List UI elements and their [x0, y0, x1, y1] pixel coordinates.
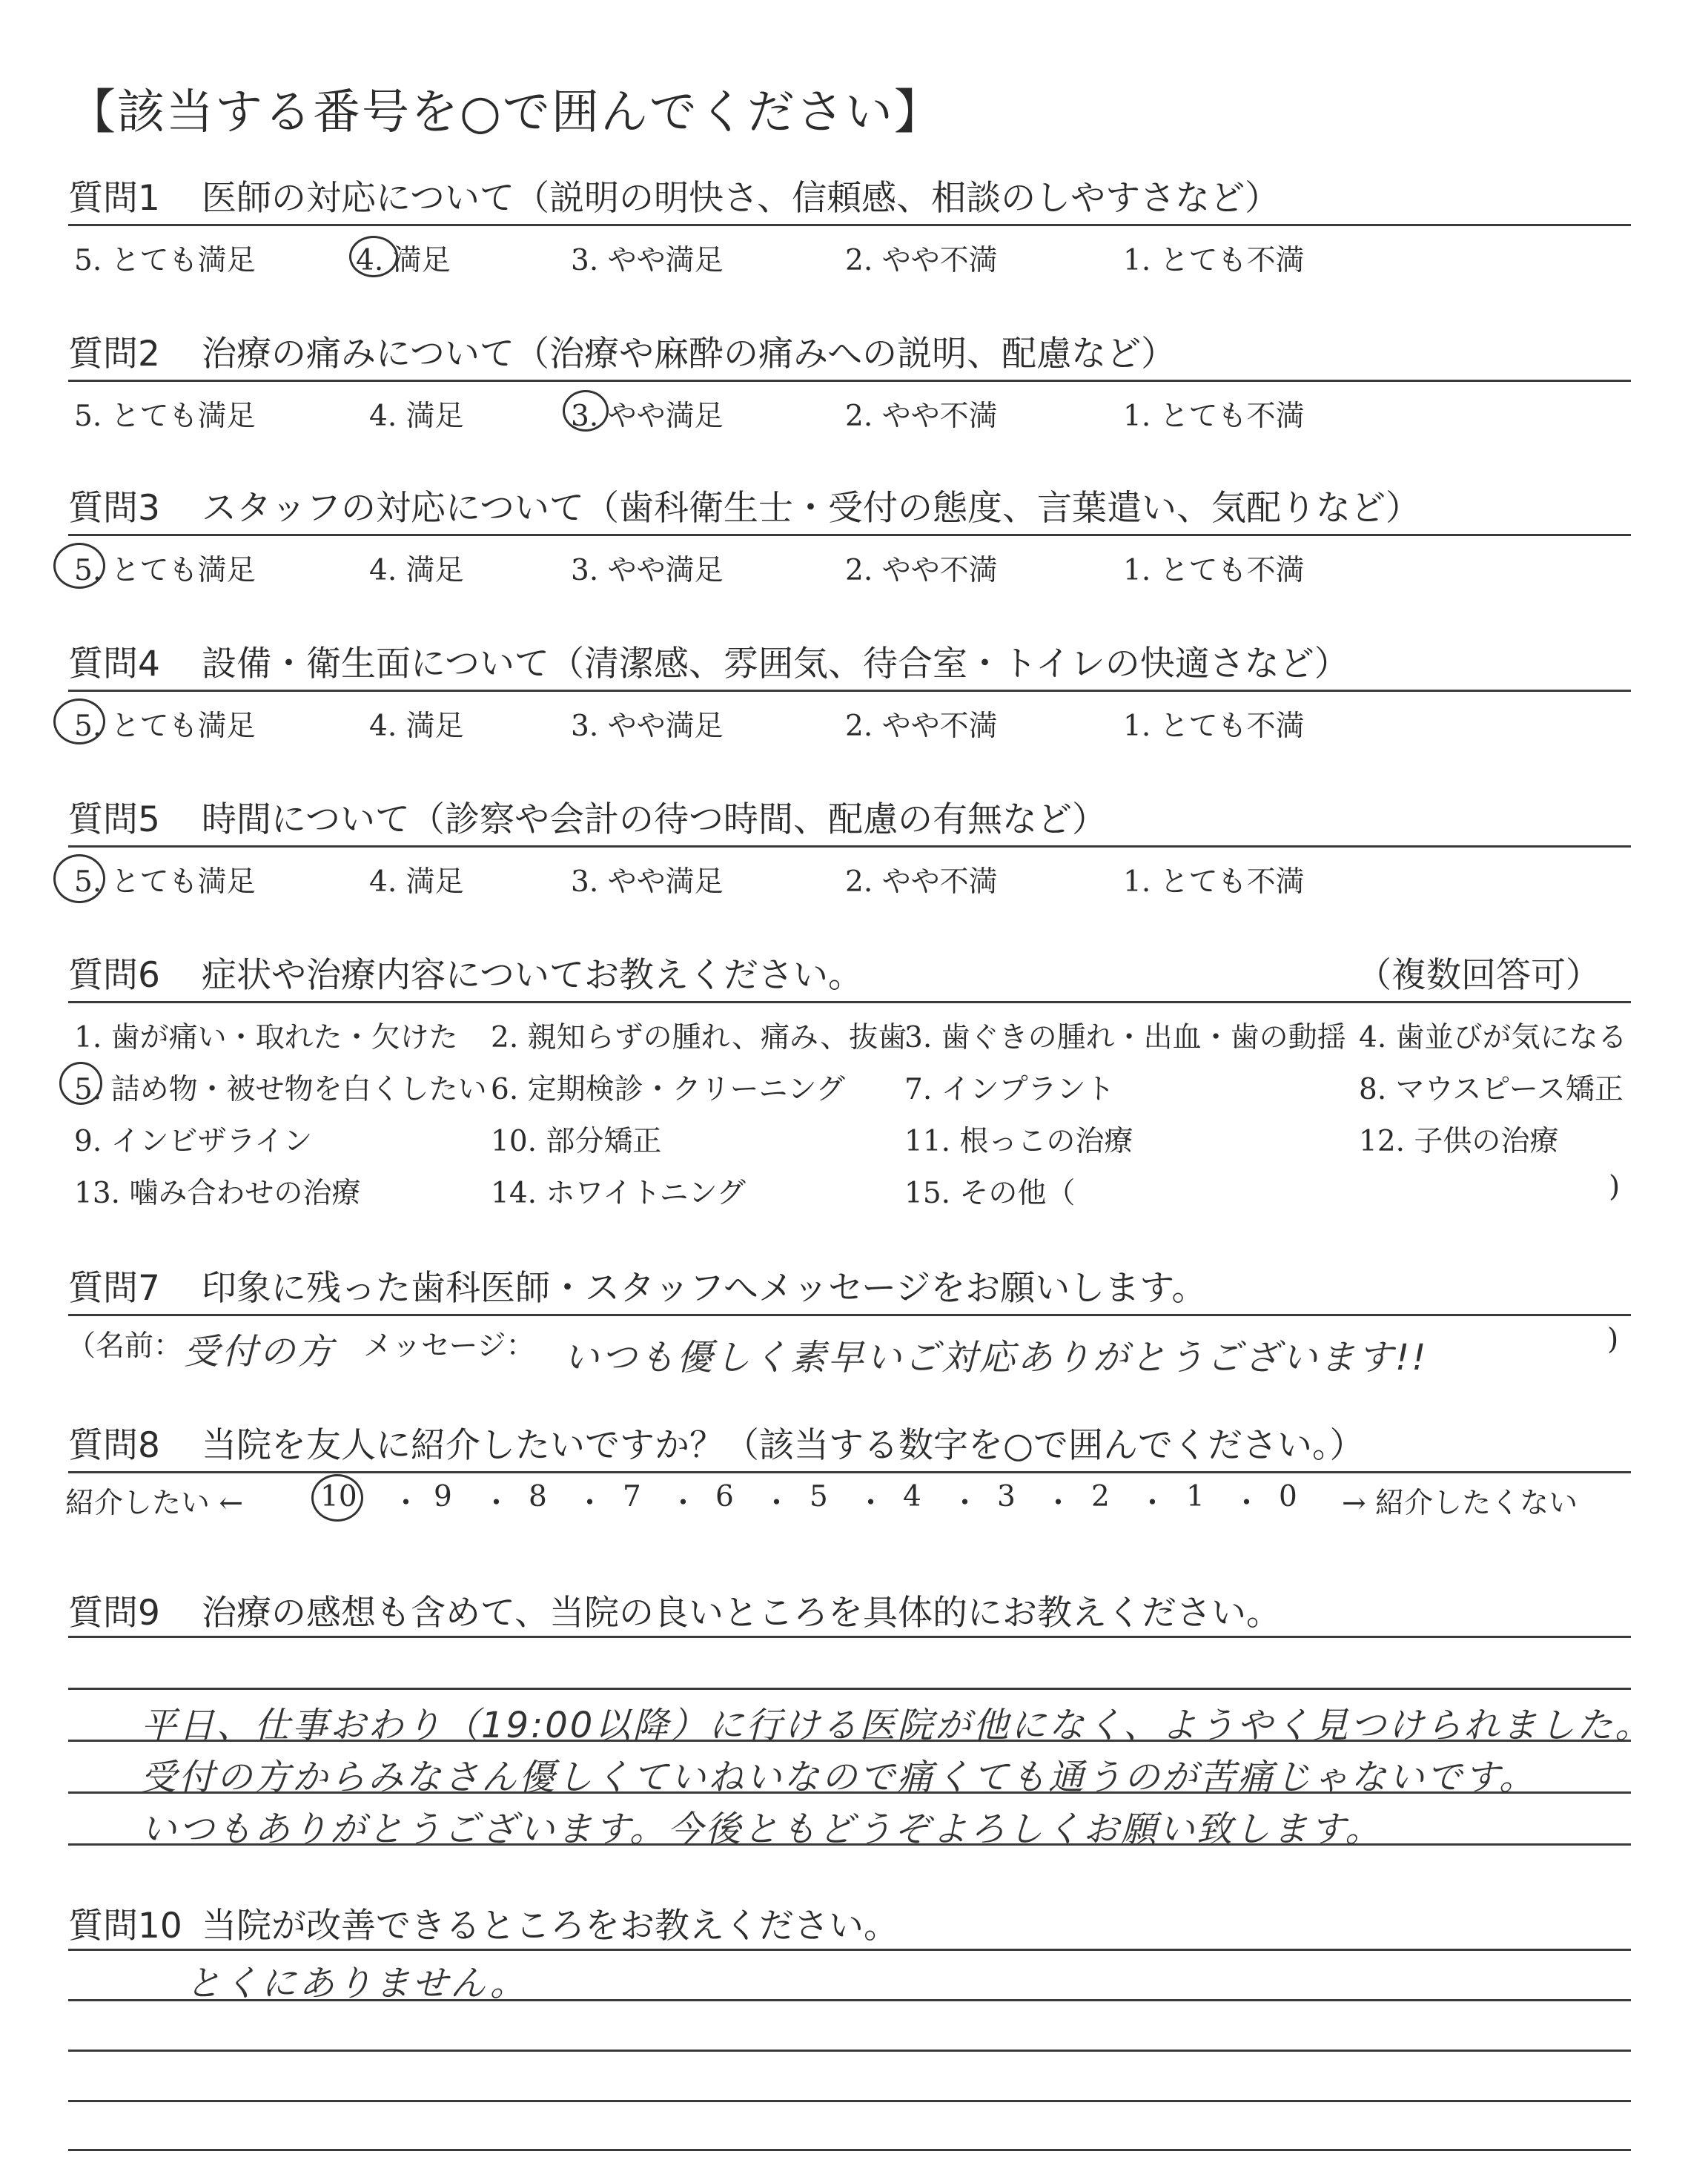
question-label: 質問1 — [68, 178, 160, 219]
option-2[interactable]: 2. やや不満 — [845, 244, 998, 277]
scale-dot: ・ — [482, 1487, 512, 1520]
scale-value-10[interactable]: 10 — [320, 1480, 357, 1513]
selection-circle — [53, 854, 105, 903]
question-text: 医師の対応について（説明の明快さ、信頼感、相談のしやすさなど） — [202, 178, 1280, 219]
option-2[interactable]: 2. やや不満 — [845, 710, 998, 743]
option-1[interactable]: 1. とても不満 — [1123, 710, 1305, 743]
option-3[interactable]: 3. やや満足 — [571, 400, 724, 433]
symptom-option[interactable]: 6. 定期検診・クリーニング — [491, 1073, 845, 1106]
option-3[interactable]: 3. やや満足 — [571, 865, 724, 899]
other-close-paren: ) — [1609, 1170, 1621, 1203]
question-label: 質問10 — [68, 1906, 182, 1946]
option-3[interactable]: 3. やや満足 — [571, 554, 724, 587]
close-paren: ) — [1607, 1323, 1619, 1356]
question-text: スタッフの対応について（歯科衛生士・受付の態度、言葉遣い、気配りなど） — [202, 488, 1421, 529]
question-label: 質問7 — [68, 1268, 160, 1309]
message-value: いつも優しく素早いご対応ありがとうございます!! — [563, 1337, 1429, 1378]
symptom-option[interactable]: 11. 根っこの治療 — [904, 1125, 1133, 1158]
symptom-option[interactable]: 3. 歯ぐきの腫れ・出血・歯の動揺 — [904, 1021, 1346, 1054]
symptom-option[interactable]: 7. インプラント — [904, 1073, 1115, 1106]
selection-circle — [53, 543, 105, 589]
option-2[interactable]: 2. やや不満 — [845, 400, 998, 433]
scale-dot: ・ — [1138, 1487, 1168, 1520]
scale-dot: ・ — [1232, 1487, 1262, 1520]
symptom-option[interactable]: 5. 詰め物・被せ物を白くしたい — [74, 1073, 487, 1106]
selection-circle — [349, 236, 398, 277]
option-5[interactable]: 5. とても満足 — [74, 710, 256, 743]
option-3[interactable]: 3. やや満足 — [571, 710, 724, 743]
scale-value-2[interactable]: 2 — [1091, 1480, 1110, 1513]
scale-value-8[interactable]: 8 — [529, 1480, 547, 1513]
option-2[interactable]: 2. やや不満 — [845, 554, 998, 587]
message-label: メッセージ： — [363, 1330, 535, 1363]
selection-circle — [59, 1062, 102, 1105]
symptom-option[interactable]: 9. インビザライン — [74, 1125, 313, 1158]
option-5[interactable]: 5. とても満足 — [74, 865, 256, 899]
scale-left-label: 紹介したい ← — [65, 1487, 244, 1520]
symptom-option[interactable]: 2. 親知らずの腫れ、痛み、抜歯 — [491, 1021, 907, 1054]
question-label: 質問2 — [68, 334, 160, 374]
form-title: 【該当する番号を○で囲んでください】 — [68, 85, 943, 140]
symptom-option[interactable]: 12. 子供の治療 — [1359, 1125, 1559, 1158]
selection-circle — [53, 698, 105, 744]
question-label: 質問8 — [68, 1425, 160, 1466]
option-5[interactable]: 5. とても満足 — [74, 244, 256, 277]
symptom-option[interactable]: 4. 歯並びが気になる — [1359, 1021, 1627, 1054]
answer-line: とくにありません。 — [185, 1963, 528, 2004]
scale-dot: ・ — [950, 1487, 980, 1520]
scale-value-5[interactable]: 5 — [810, 1480, 828, 1513]
question-label: 質問4 — [68, 644, 160, 684]
option-4[interactable]: 4. 満足 — [369, 554, 464, 587]
option-5[interactable]: 5. とても満足 — [74, 400, 256, 433]
option-2[interactable]: 2. やや不満 — [845, 865, 998, 899]
option-4[interactable]: 4. 満足 — [356, 244, 451, 277]
question-text: 印象に残った歯科医師・スタッフへメッセージをお願いします。 — [202, 1268, 1207, 1309]
question-text: 症状や治療内容についてお教えください。 — [202, 955, 864, 996]
option-4[interactable]: 4. 満足 — [369, 710, 464, 743]
multiple-answer-note: （複数回答可） — [1357, 955, 1601, 996]
question-text: 治療の感想も含めて、当院の良いところを具体的にお教えください。 — [202, 1593, 1282, 1634]
question-text: 設備・衛生面について（清潔感、雰囲気、待合室・トイレの快適さなど） — [202, 644, 1349, 684]
option-3[interactable]: 3. やや満足 — [571, 244, 724, 277]
option-1[interactable]: 1. とても不満 — [1123, 865, 1305, 899]
selection-circle — [563, 390, 609, 432]
scale-right-label: → 紹介したくない — [1342, 1487, 1578, 1520]
symptom-option[interactable]: 10. 部分矯正 — [491, 1125, 662, 1158]
scale-dot: ・ — [1044, 1487, 1073, 1520]
scale-value-6[interactable]: 6 — [715, 1480, 734, 1513]
scale-value-3[interactable]: 3 — [997, 1480, 1016, 1513]
scale-dot: ・ — [575, 1487, 605, 1520]
question-label: 質問9 — [68, 1593, 160, 1634]
option-1[interactable]: 1. とても不満 — [1123, 554, 1305, 587]
selection-circle — [311, 1474, 363, 1522]
answer-line: 受付の方からみなさん優しくていねいなので痛くても通うのが苦痛じゃないです。 — [141, 1757, 1537, 1798]
symptom-option[interactable]: 14. ホワイトニング — [491, 1177, 746, 1210]
scale-value-4[interactable]: 4 — [903, 1480, 921, 1513]
scale-dot: ・ — [669, 1487, 698, 1520]
symptom-option[interactable]: 8. マウスピース矯正 — [1359, 1073, 1623, 1106]
question-text: 当院を友人に紹介したいですか？（該当する数字を○で囲んでください。） — [202, 1425, 1365, 1466]
scale-dot: ・ — [856, 1487, 886, 1520]
scale-value-0[interactable]: 0 — [1279, 1480, 1297, 1513]
answer-line: 平日、仕事おわり（19:00以降）に行ける医院が他になく、ようやく見つけられました。 — [141, 1705, 1653, 1746]
scale-value-9[interactable]: 9 — [434, 1480, 452, 1513]
scale-value-1[interactable]: 1 — [1186, 1480, 1205, 1513]
option-1[interactable]: 1. とても不満 — [1123, 244, 1305, 277]
symptom-option[interactable]: 13. 噛み合わせの治療 — [74, 1177, 361, 1210]
question-label: 質問6 — [68, 955, 160, 996]
scale-dot: ・ — [762, 1487, 792, 1520]
symptom-option[interactable]: 15. その他（ — [904, 1177, 1076, 1210]
option-1[interactable]: 1. とても不満 — [1123, 400, 1305, 433]
question-text: 治療の痛みについて（治療や麻酔の痛みへの説明、配慮など） — [202, 334, 1176, 374]
symptom-option[interactable]: 1. 歯が痛い・取れた・欠けた — [74, 1021, 458, 1054]
option-5[interactable]: 5. とても満足 — [74, 554, 256, 587]
option-4[interactable]: 4. 満足 — [369, 400, 464, 433]
scale-value-7[interactable]: 7 — [623, 1480, 641, 1513]
question-text: 時間について（診察や会計の待つ時間、配慮の有無など） — [202, 799, 1108, 840]
option-4[interactable]: 4. 満足 — [369, 865, 464, 899]
scale-dot: ・ — [391, 1487, 421, 1520]
answer-line: いつもありがとうございます。今後ともどうぞよろしくお願い致します。 — [141, 1809, 1383, 1850]
question-label: 質問5 — [68, 799, 160, 840]
question-label: 質問3 — [68, 488, 160, 529]
name-value: 受付の方 — [184, 1331, 336, 1373]
question-text: 当院が改善できるところをお教えください。 — [202, 1906, 898, 1946]
name-label: （名前： — [67, 1330, 183, 1363]
